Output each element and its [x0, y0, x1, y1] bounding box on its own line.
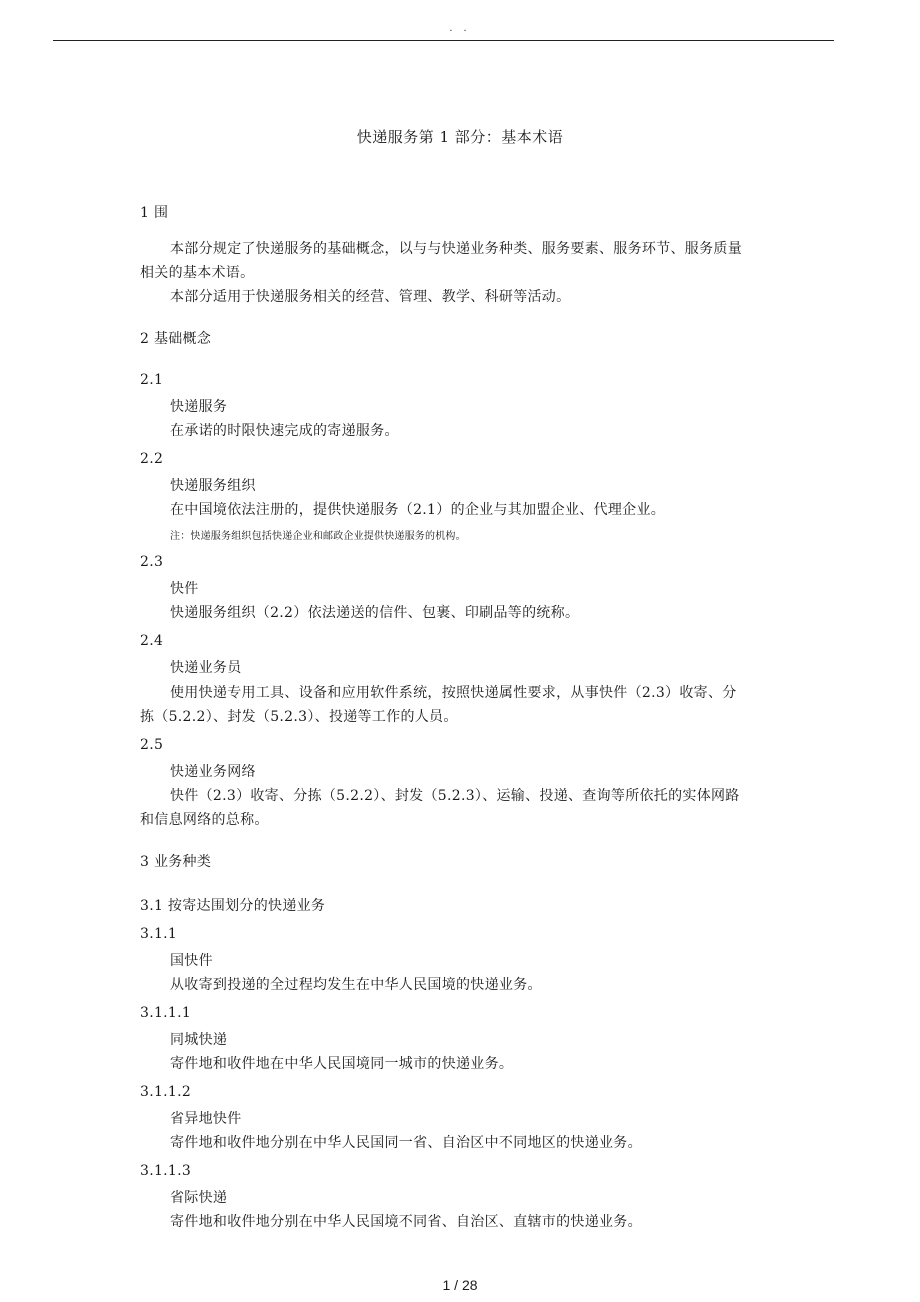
term-number: 2.1	[140, 372, 164, 388]
term-number: 2.4	[140, 633, 164, 649]
section-1-paragraph-1-cont: 相关的基本术语。	[140, 265, 255, 281]
term-name: 快件	[170, 581, 199, 597]
section-1-paragraph-2: 本部分适用于快递服务相关的经营、管理、教学、科研等活动。	[170, 289, 571, 305]
term-definition-cont: 和信息网络的总称。	[140, 812, 269, 828]
term-definition: 使用快递专用工具、设备和应用软件系统，按照快递属性要求，从事快件（2.3）收寄、分	[170, 685, 737, 701]
section-3-heading: 3 业务种类	[140, 854, 212, 870]
header-dots: . .	[449, 22, 471, 34]
term-name: 快递业务网络	[170, 764, 256, 780]
term-name: 快递服务组织	[170, 478, 256, 494]
term-number: 2.2	[140, 451, 164, 467]
term-definition: 寄件地和收件地分别在中华人民国同一省、自治区中不同地区的快递业务。	[170, 1135, 642, 1151]
term-name: 快递业务员	[170, 660, 242, 676]
page-number: 1 / 28	[442, 1277, 478, 1293]
term-name: 省异地快件	[170, 1111, 242, 1127]
term-definition-cont: 拣（5.2.2）、封发（5.2.3）、投递等工作的人员。	[140, 709, 458, 725]
section-2-heading: 2 基础概念	[140, 331, 212, 347]
section-1-paragraph-1: 本部分规定了快递服务的基础概念，以与与快递业务种类、服务要素、服务环节、服务质量	[170, 241, 742, 257]
term-number: 3.1.1.3	[140, 1163, 192, 1179]
term-definition: 在承诺的时限快速完成的寄递服务。	[170, 423, 399, 439]
term-definition: 寄件地和收件地在中华人民国境同一城市的快递业务。	[170, 1056, 514, 1072]
term-name: 省际快递	[170, 1190, 228, 1206]
term-definition: 寄件地和收件地分别在中华人民国境不同省、自治区、直辖市的快递业务。	[170, 1214, 642, 1230]
term-name: 同城快递	[170, 1032, 228, 1048]
term-name: 国快件	[170, 953, 213, 969]
term-number: 2.3	[140, 554, 164, 570]
subsection-3-1-heading: 3.1 按寄达围划分的快递业务	[140, 898, 326, 914]
term-number: 3.1.1	[140, 926, 178, 942]
header-rule	[53, 40, 834, 41]
section-1-heading: 1 围	[140, 205, 169, 221]
term-definition: 快递服务组织（2.2）依法递送的信件、包裹、印刷品等的统称。	[170, 605, 580, 621]
term-note: 注：快递服务组织包括快递企业和邮政企业提供快递服务的机构。	[170, 531, 466, 542]
term-name: 快递服务	[170, 399, 228, 415]
term-number: 3.1.1.2	[140, 1084, 192, 1100]
document-title: 快递服务第 1 部分：基本术语	[356, 128, 564, 146]
term-number: 2.5	[140, 737, 164, 753]
term-number: 3.1.1.1	[140, 1005, 192, 1021]
term-definition: 快件（2.3）收寄、分拣（5.2.2）、封发（5.2.3）、运输、投递、查询等所依托的实体网路	[170, 788, 740, 804]
term-definition: 从收寄到投递的全过程均发生在中华人民国境的快递业务。	[170, 977, 542, 993]
term-definition: 在中国境依法注册的，提供快递服务（2.1）的企业与其加盟企业、代理企业。	[170, 502, 666, 518]
